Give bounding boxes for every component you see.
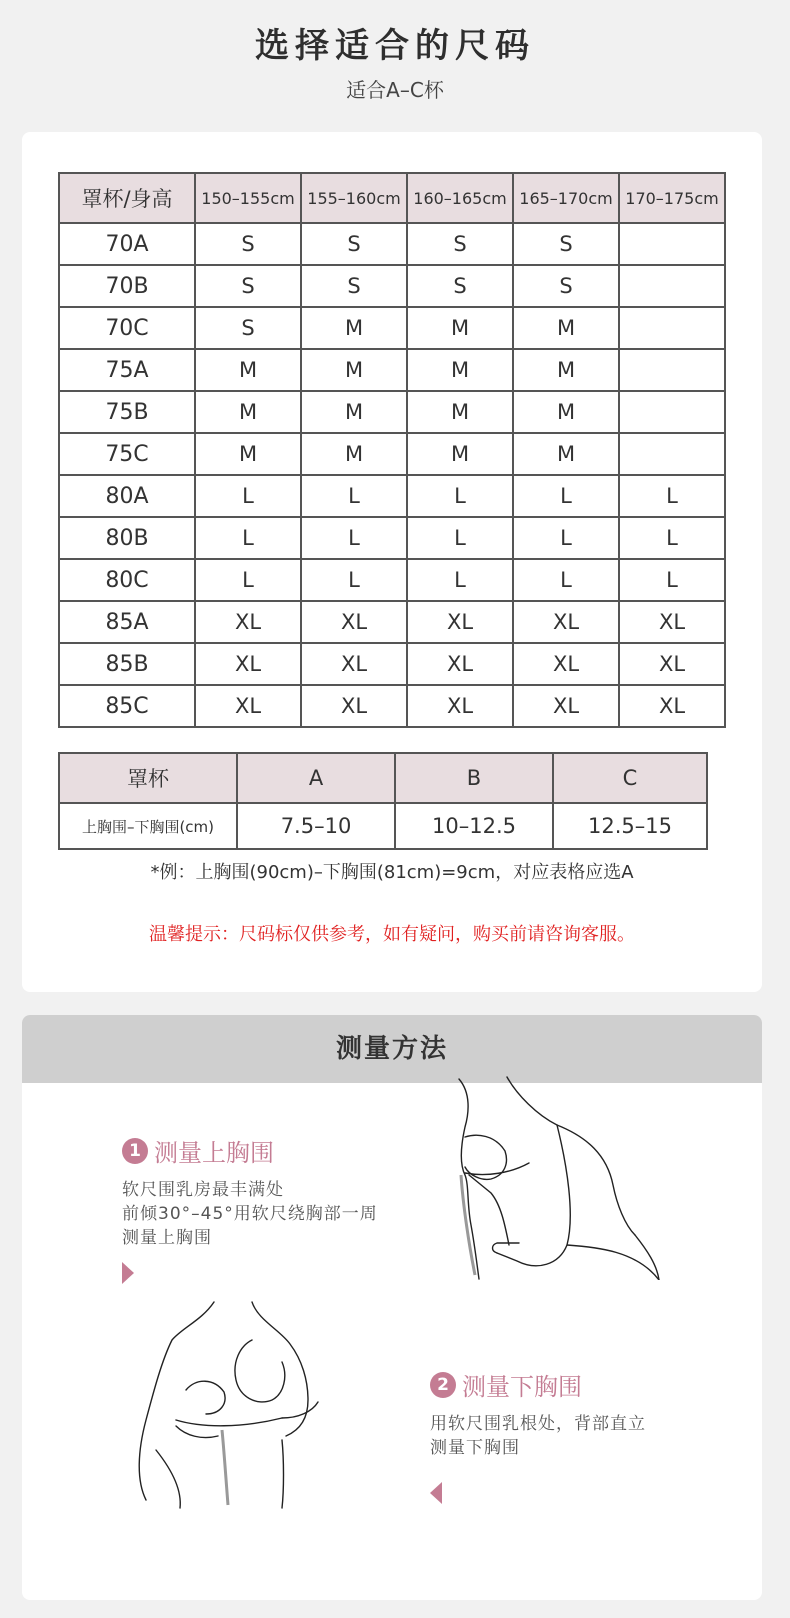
size-cell: XL xyxy=(513,685,619,727)
column-header: 150–155cm xyxy=(195,173,301,223)
size-cell: XL xyxy=(513,601,619,643)
size-cell: XL xyxy=(195,601,301,643)
size-row-label: 70A xyxy=(59,223,195,265)
step-line: 测量上胸围 xyxy=(122,1228,212,1248)
size-cell xyxy=(619,391,725,433)
step-line: 前倾30°–45°用软尺绕胸部一周 xyxy=(122,1204,378,1224)
size-cell: S xyxy=(195,265,301,307)
under-bust-illustration-icon xyxy=(132,1300,332,1510)
size-cell: M xyxy=(301,307,407,349)
size-cell: S xyxy=(301,223,407,265)
cup-cell: 10–12.5 xyxy=(395,803,553,849)
size-row-label: 75A xyxy=(59,349,195,391)
size-cell: XL xyxy=(195,685,301,727)
arrow-left-icon xyxy=(430,1482,442,1504)
column-header: 155–160cm xyxy=(301,173,407,223)
size-row-label: 75B xyxy=(59,391,195,433)
size-cell: XL xyxy=(619,685,725,727)
size-row xyxy=(59,643,725,685)
size-cell: M xyxy=(195,349,301,391)
size-cell: S xyxy=(407,223,513,265)
size-cell: XL xyxy=(301,601,407,643)
size-cell xyxy=(619,433,725,475)
size-cell: S xyxy=(195,307,301,349)
size-row xyxy=(59,433,725,475)
size-cell: XL xyxy=(195,643,301,685)
size-row xyxy=(59,685,725,727)
size-cell: M xyxy=(513,349,619,391)
cup-header: A xyxy=(237,753,395,803)
size-cell: L xyxy=(195,559,301,601)
cup-row-label: 上胸围–下胸围(cm) xyxy=(59,803,237,849)
step-line: 用软尺围乳根处，背部直立 xyxy=(430,1414,646,1434)
size-row xyxy=(59,517,725,559)
size-cell: XL xyxy=(407,643,513,685)
step-number-badge: 1 xyxy=(122,1138,148,1164)
step-under-bust xyxy=(430,1367,646,1504)
step-line: 测量下胸围 xyxy=(430,1438,520,1458)
size-row xyxy=(59,265,725,307)
size-cell: S xyxy=(407,265,513,307)
size-cell: L xyxy=(301,517,407,559)
column-header: 160–165cm xyxy=(407,173,513,223)
column-header: 170–175cm xyxy=(619,173,725,223)
size-row xyxy=(59,475,725,517)
size-row-label: 85A xyxy=(59,601,195,643)
size-cell: L xyxy=(407,517,513,559)
step-line: 软尺围乳房最丰满处 xyxy=(122,1180,284,1200)
measure-method-card xyxy=(22,1015,762,1600)
size-cell: L xyxy=(619,517,725,559)
page-subtitle: 适合A–C杯 xyxy=(346,78,444,102)
size-cell: L xyxy=(407,559,513,601)
arrow-right-icon xyxy=(122,1262,134,1284)
size-cell: XL xyxy=(513,643,619,685)
size-row-label: 85B xyxy=(59,643,195,685)
size-cell: S xyxy=(513,223,619,265)
size-table xyxy=(58,172,726,728)
size-cell: XL xyxy=(301,685,407,727)
size-row-label: 70B xyxy=(59,265,195,307)
step-title-text: 测量下胸围 xyxy=(462,1373,582,1401)
size-cell: M xyxy=(513,391,619,433)
size-cell: M xyxy=(513,307,619,349)
size-row-label: 80A xyxy=(59,475,195,517)
size-cell: M xyxy=(301,433,407,475)
size-chart-card xyxy=(22,132,762,992)
size-cell: M xyxy=(407,391,513,433)
size-cell xyxy=(619,223,725,265)
size-cell xyxy=(619,307,725,349)
page-title: 选择适合的尺码 xyxy=(255,26,535,66)
size-cell: XL xyxy=(619,643,725,685)
size-cell: S xyxy=(195,223,301,265)
size-row xyxy=(59,559,725,601)
size-row-label: 85C xyxy=(59,685,195,727)
size-table-body xyxy=(59,223,725,727)
size-cell: M xyxy=(301,349,407,391)
size-cell: L xyxy=(195,475,301,517)
size-cell: L xyxy=(301,475,407,517)
upper-bust-illustration-icon xyxy=(447,1075,687,1280)
size-cell: M xyxy=(195,391,301,433)
size-cell: XL xyxy=(619,601,725,643)
cup-header: 罩杯 xyxy=(59,753,237,803)
size-cell: M xyxy=(301,391,407,433)
step-title-text: 测量上胸围 xyxy=(154,1139,274,1167)
size-cell: S xyxy=(301,265,407,307)
size-row-label: 80B xyxy=(59,517,195,559)
size-cell: L xyxy=(619,475,725,517)
size-cell: L xyxy=(513,475,619,517)
size-row xyxy=(59,601,725,643)
size-cell: XL xyxy=(301,643,407,685)
size-table-corner: 罩杯/身高 xyxy=(59,173,195,223)
size-cell: L xyxy=(195,517,301,559)
size-cell: L xyxy=(619,559,725,601)
size-cell: M xyxy=(407,433,513,475)
size-cell: M xyxy=(513,433,619,475)
size-cell: L xyxy=(513,517,619,559)
size-cell: L xyxy=(513,559,619,601)
size-cell: M xyxy=(407,349,513,391)
size-cell xyxy=(619,265,725,307)
cup-header: C xyxy=(553,753,707,803)
size-row xyxy=(59,349,725,391)
size-cell: XL xyxy=(407,601,513,643)
size-cell: XL xyxy=(407,685,513,727)
size-row-label: 75C xyxy=(59,433,195,475)
step-title xyxy=(122,1133,378,1168)
warm-tip: 温馨提示：尺码标仅供参考，如有疑问，购买前请咨询客服。 xyxy=(149,924,635,945)
size-cell: M xyxy=(195,433,301,475)
size-cell: M xyxy=(407,307,513,349)
method-title: 测量方法 xyxy=(22,1015,762,1083)
step-upper-bust xyxy=(122,1133,378,1284)
step-number-badge: 2 xyxy=(430,1372,456,1398)
size-cell xyxy=(619,349,725,391)
size-row-label: 80C xyxy=(59,559,195,601)
example-note: *例：上胸围(90cm)–下胸围(81cm)=9cm，对应表格应选A xyxy=(150,862,634,883)
size-row xyxy=(59,223,725,265)
size-row xyxy=(59,391,725,433)
size-cell: L xyxy=(301,559,407,601)
step-title xyxy=(430,1367,646,1402)
cup-cell: 12.5–15 xyxy=(553,803,707,849)
size-row-label: 70C xyxy=(59,307,195,349)
size-cell: L xyxy=(407,475,513,517)
size-cell: S xyxy=(513,265,619,307)
size-row xyxy=(59,307,725,349)
column-header: 165–170cm xyxy=(513,173,619,223)
cup-header: B xyxy=(395,753,553,803)
cup-cell: 7.5–10 xyxy=(237,803,395,849)
cup-table xyxy=(58,752,708,850)
